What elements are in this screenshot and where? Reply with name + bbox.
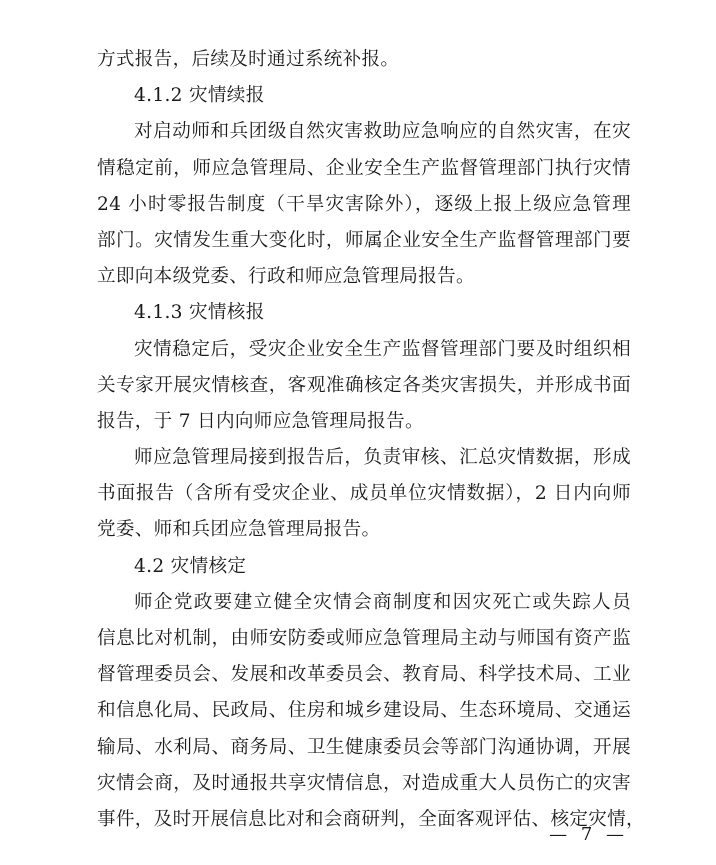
paragraph-line: 关专家开展灾情核查，客观准确核定各类灾害损失，并形成书面 [97, 374, 631, 396]
paragraph-line: 督管理委员会、发展和改革委员会、教育局、科学技术局、工业 [97, 664, 631, 686]
section-heading-4-2: 4.2 灾情核定 [134, 555, 247, 577]
paragraph-line: 灾情稳定后，受灾企业安全生产监督管理部门要及时组织相 [134, 338, 631, 360]
paragraph-line: 情稳定前，师应急管理局、企业安全生产监督管理部门执行灾情 [97, 157, 631, 179]
paragraph-line: 立即向本级党委、行政和师应急管理局报告。 [97, 266, 475, 288]
continuation-line: 方式报告，后续及时通过系统补报。 [97, 49, 400, 70]
paragraph-line: 信息比对机制，由师安防委或师应急管理局主动与师国有资产监 [97, 628, 631, 649]
paragraph-line: 对启动师和兵团级自然灾害救助应急响应的自然灾害，在灾 [134, 121, 631, 143]
section-4-1-3-paragraph-2 [97, 440, 631, 549]
paragraph-line: 师企党政要建立健全灾情会商制度和因灾死亡或失踪人员 [134, 591, 631, 613]
document-body [97, 42, 645, 838]
paragraph-line: 党委、师和兵团应急管理局报告。 [97, 519, 381, 541]
paragraph-line: 书面报告（含所有受灾企业、成员单位灾情数据），2 日内向师 [97, 483, 631, 505]
paragraph-line: 部门。灾情发生重大变化时，师属企业安全生产监督管理部门要 [97, 229, 631, 251]
section-heading-4-1-2: 4.1.2 灾情续报 [134, 85, 265, 107]
section-4-1-3-paragraph-1 [97, 332, 631, 441]
paragraph-line: 师应急管理局接到报告后，负责审核、汇总灾情数据，形成 [134, 447, 631, 469]
paragraph-line: 灾情会商，及时通报共享灾情信息，对造成重大人员伤亡的灾害 [97, 772, 631, 794]
section-heading-4-1-3: 4.1.3 灾情核报 [134, 302, 265, 324]
paragraph-line: 输局、水利局、商务局、卫生健康委员会等部门沟通协调，开展 [97, 736, 631, 758]
paragraph-line: 报告，于 7 日内向师应急管理局报告。 [97, 410, 424, 432]
section-4-2-paragraph [97, 585, 645, 838]
paragraph-line: 事件，及时开展信息比对和会商研判，全面客观评估、核定灾情， [97, 808, 645, 830]
page-number: — 7 — [549, 824, 628, 845]
section-4-1-2-paragraph [97, 114, 631, 295]
paragraph-line: 和信息化局、民政局、住房和城乡建设局、生态环境局、交通运 [97, 700, 631, 722]
paragraph-line: 24 小时零报告制度（干旱灾害除外），逐级上报上级应急管理 [97, 193, 631, 215]
